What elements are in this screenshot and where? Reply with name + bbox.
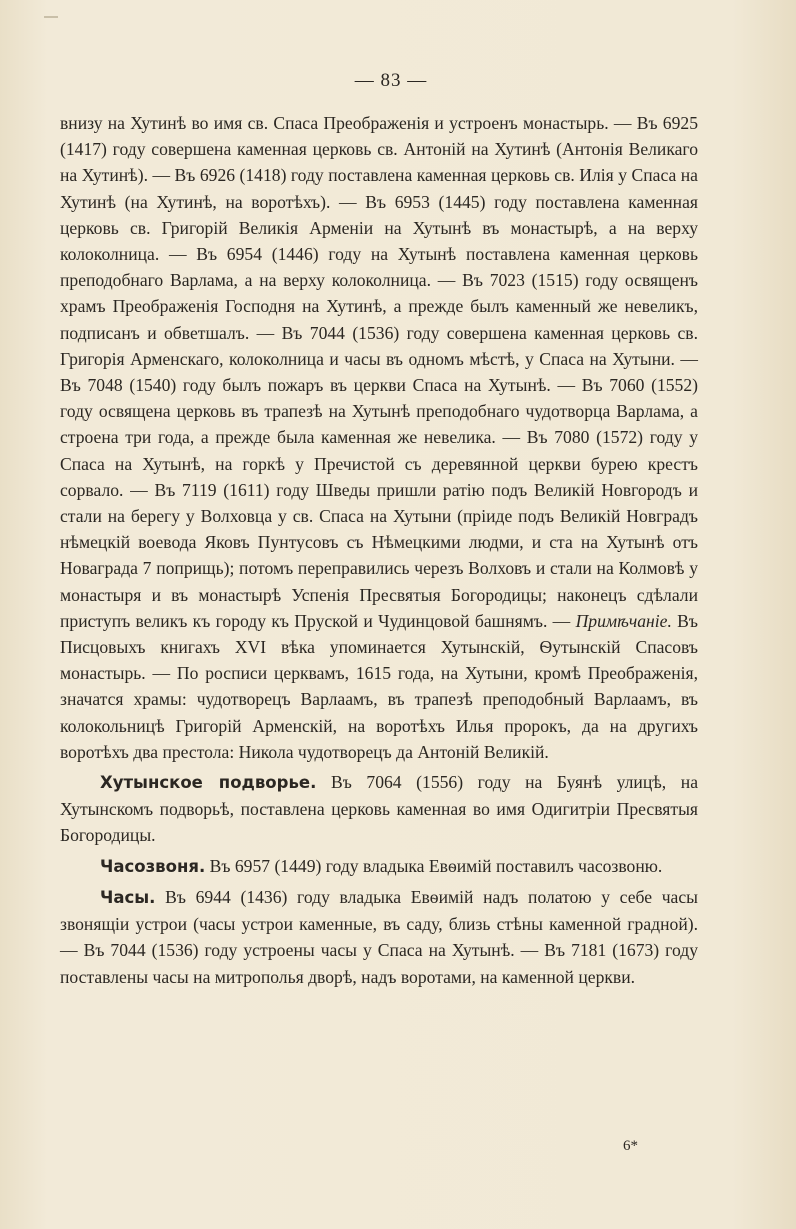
- paragraph-khutyn-note: Въ Писцовыхъ книгахъ XVI вѣка упоминается Хутынскій, Ѳутынскій Спасовъ монастырь. — По росписи церквамъ, 1615 года, на Хутыни, кромѣ Преображенія, значатся храмы: чудотворецъ Варлаамъ, въ трапезѣ преподобный Варлаамъ, въ колокольницѣ Григорій Арменскій, на воротѣхъ Илья пророкъ, да на другихъ воротѣхъ два престола: Никола чудотворецъ да Антоній Великій.: [60, 610, 698, 762]
- section-heading: Часы.: [100, 887, 156, 907]
- paragraph-khutyn: [60, 110, 698, 765]
- paragraph-text: Въ 7064 (1556) году на Буянѣ улицѣ, на Хутынскомъ подворьѣ, поставлена церковь каменная во имя Одигитріи Пресвятыя Богородицы.: [60, 772, 699, 846]
- page-number: — 83 —: [354, 70, 428, 91]
- paragraph-chasozvonya: [60, 853, 698, 880]
- paragraph-chasy: [60, 884, 698, 990]
- paragraph-text: Въ 6944 (1436) году владыка Евѳимій надъ полатою у себе часы звонящіи устрои (часы устрои каменные, въ саду, близь стѣны каменной градной). — Въ 7044 (1536) году устроены часы у Спаса на Хутынѣ. — Въ 7181 (1673) году поставлены часы на митрополья дворѣ, надъ воротами, на каменной церкви.: [60, 886, 698, 987]
- section-heading: Часозвоня.: [100, 856, 206, 876]
- page-mark: [44, 16, 58, 18]
- paragraph-text: Въ 6957 (1449) году владыка Евѳимій поставилъ часозвоню.: [209, 855, 663, 876]
- section-heading: Хутынское подворье.: [100, 773, 317, 793]
- signature-mark: 6*: [623, 1138, 638, 1154]
- note-label: Примѣчаніе.: [575, 610, 672, 631]
- paragraph-khutyn-text: внизу на Хутинѣ во имя св. Спаса Преображенія и устроенъ монастырь. — Въ 6925 (1417) году совершена каменная церковь св. Антоній на Хутинѣ (Антонія Великаго на Хутинѣ). — Въ 6926 (1418) году поставлена каменная церковь св. Илія у Спаса на Хутинѣ (на Хутинѣ, на воротѣхъ). — Въ 6953 (1445) году поставлена каменная церковь св. Григорій Великія Арменіи на Хутынѣ въ монастырѣ, а на верху колоколница. — Въ 6954 (1446) году на Хутынѣ поставлена каменная церковь преподобнаго Варлама, а на верху колоколница. — Въ 7023 (1515) году освященъ храмъ Преображенія Господня на Хутинѣ, а прежде былъ каменный же невеликъ, подписанъ и обветшалъ. — Въ 7044 (1536) году совершена каменная церковь св. Григорія Арменскаго, колоколница и часы въ одномъ мѣстѣ, у Спаса на Хутыни. — Въ 7048 (1540) году былъ пожаръ въ церкви Спаса на Хутынѣ. — Въ 7060 (1552) году освящена церковь въ трапезѣ на Хутынѣ преподобнаго чудотворца Варлама, а строена три года, а прежде была каменная же невелика. — Въ 7080 (1572) году у Спаса на Хутынѣ, на горкѣ у Пречистой съ деревянной церкви бурею крестъ сорвало. — Въ 7119 (1611) году Шведы пришли ратію подъ Великій Новгородъ и стали на берегу у Волховца у св. Спаса на Хутыни (пріиде подъ Великій Новградъ нѣмецкій воевода Яковъ Пунтусовъ съ Нѣмецкими людми, и ста на Хутынѣ отъ Новаграда 7 поприщь); потомъ переправились черезъ Волховъ и стали на Колмовѣ у монастыря и въ монастырѣ Успенія Пресвятыя Богородицы; наконецъ сдѣлали приступъ великъ къ городу къ Пруской и Чудинцовой башнямъ. —: [60, 113, 698, 631]
- paragraph-khutyn-podvorye: [60, 769, 698, 849]
